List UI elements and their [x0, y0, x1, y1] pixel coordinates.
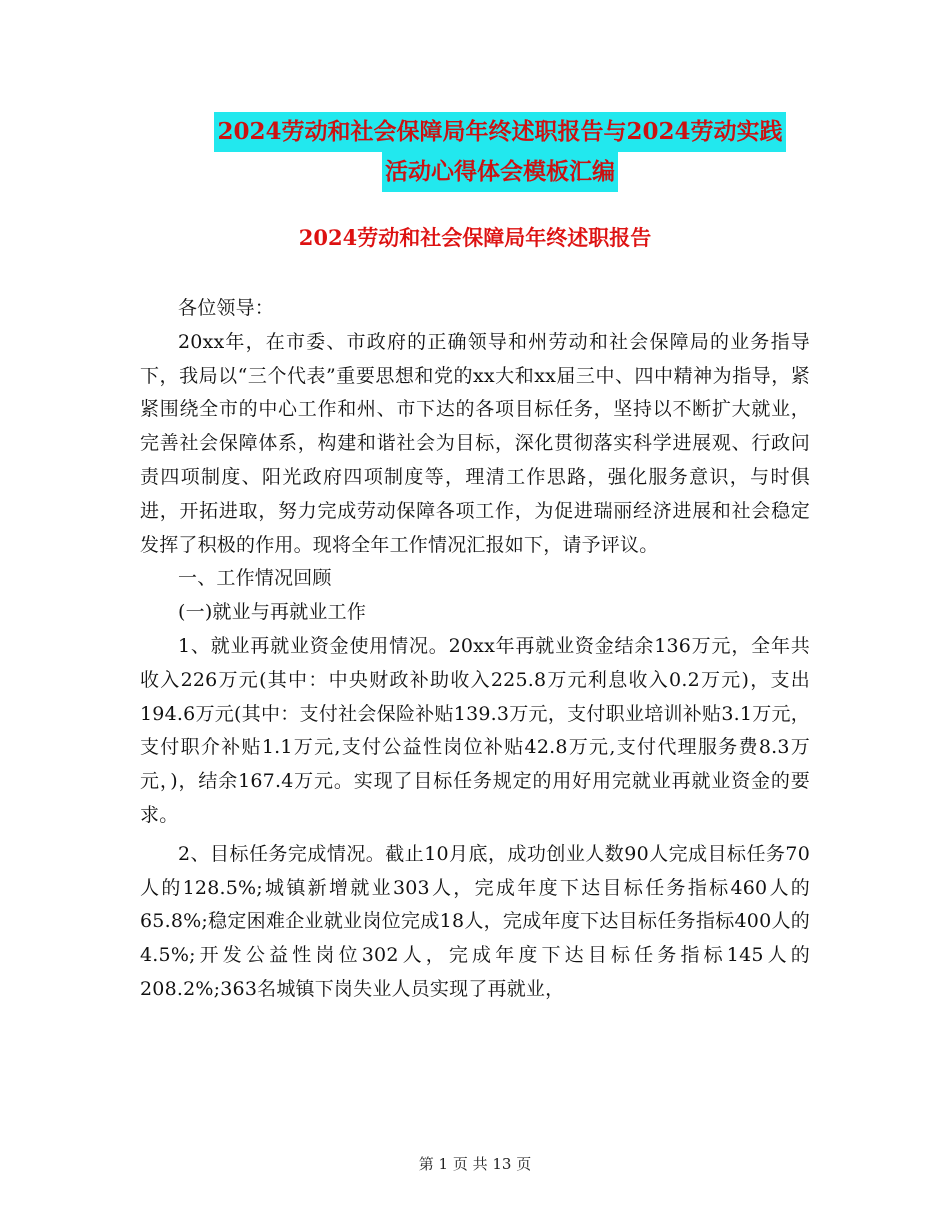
title-line-2: 活动心得体会模板汇编: [382, 152, 618, 192]
title-line-1: 2024劳动和社会保障局年终述职报告与2024劳动实践: [214, 112, 785, 152]
section-title: 2024劳动和社会保障局年终述职报告: [298, 225, 652, 250]
heading-review: 一、工作情况回顾: [178, 567, 332, 590]
page-footer: 第 1 页 共 13 页: [418, 1155, 532, 1173]
body-text: [140, 292, 810, 1007]
paragraph-funds: 1、就业再就业资金使用情况。20xx年再就业资金结余136万元，全年共收入226万元(其中：中央财政补助收入225.8万元利息收入0.2万元)，支出194.6万元(其中：支付社会保险补贴139.3万元，支付职业培训补贴3.1万元，支付职介补贴1.1万元,支付公益性岗位补贴42.8万元,支付代理服务费8.3万元，)，结余167.4万元。实现了目标任务规定的用好用完就业再就业资金的要求。: [140, 634, 810, 826]
paragraph-intro: 20xx年，在市委、市政府的正确领导和州劳动和社会保障局的业务指导下，我局以“三个代表”重要思想和党的xx大和xx届三中、四中精神为指导，紧紧围绕全市的中心工作和州、市下达的各项目标任务，坚持以不断扩大就业，完善社会保障体系，构建和谐社会为目标，深化贯彻落实科学进展观、行政问责四项制度、阳光政府四项制度等，理清工作思路，强化服务意识，与时俱进，开拓进取，努力完成劳动保障各项工作，为促进瑞丽经济进展和社会稳定发挥了积极的作用。现将全年工作情况汇报如下，请予评议。: [140, 330, 810, 556]
paragraph-targets: 2、目标任务完成情况。截止10月底，成功创业人数90人完成目标任务70人的128.5%;城镇新增就业303人，完成年度下达目标任务指标460人的65.8%;稳定困难企业就业岗位完成18人，完成年度下达目标任务指标400人的4.5%;开发公益性岗位302人，完成年度下达目标任务指标145人的208.2%;363名城镇下岗失业人员实现了再就业，: [140, 842, 810, 1000]
document-title: [180, 112, 820, 192]
heading-employment: (一)就业与再就业工作: [178, 601, 367, 624]
salutation: 各位领导：: [178, 297, 275, 319]
